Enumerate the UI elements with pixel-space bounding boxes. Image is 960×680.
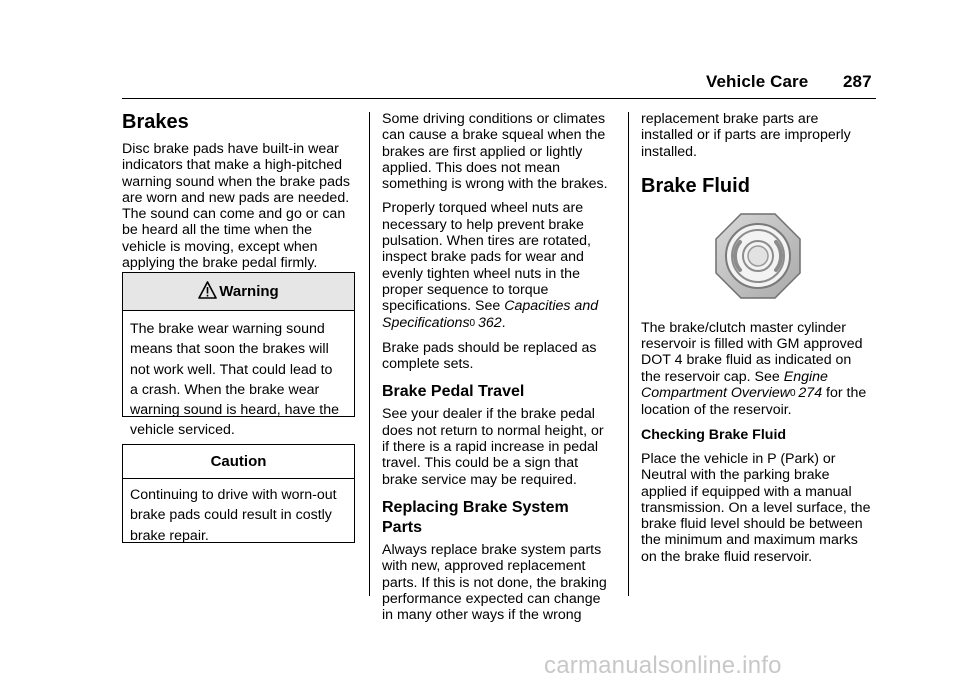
warning-line: warning sound is heard, have the: [130, 402, 340, 419]
wheel-nuts-end: .: [501, 314, 506, 331]
paragraph-wheel-nuts: [382, 200, 612, 331]
paragraph-replacing: Always replace brake system parts with new, approved replacement parts. If this is not done, the braking performance expected can change in many other ways if the wrong: [382, 541, 607, 624]
page-ref-icon: 0: [469, 317, 476, 329]
link-capacities-specifications[interactable]: Capacities and Specifications: [382, 298, 599, 331]
column-3: [641, 111, 873, 573]
page-ref-icon: 0: [790, 388, 796, 400]
paragraph-reservoir: [641, 320, 873, 419]
reservoir-text: The brake/clutch master cylinder reservoir is filled with GM approved DOT 4 brake fluid as indicated on the reservoir cap. See: [641, 319, 863, 385]
warning-line: not work well. That could lead to: [130, 361, 333, 378]
paragraph-sets: Brake pads should be replaced as complete sets.: [382, 339, 597, 373]
reservoir-end: for the location of the reservoir.: [641, 385, 867, 419]
heading-checking-brake-fluid: Checking Brake Fluid: [641, 426, 787, 443]
caution-header: [123, 445, 354, 479]
caution-line: brake pads could result in costly: [130, 507, 332, 524]
brakes-intro: Disc brake pads have built-in wear indicators that make a high-pitched warning sound when the brake pads are worn and new pads are needed. The sound can come and go or can be heard all the time when the vehicle is moving, except when applying the brake pedal firmly.: [122, 141, 350, 272]
watermark: carmanualsonline.info: [544, 652, 782, 679]
column-2: [382, 111, 612, 631]
heading-replacing-parts: Replacing Brake System Parts: [382, 498, 569, 536]
warning-line: The brake wear warning sound: [130, 321, 325, 337]
heading-brakes: Brakes: [122, 111, 189, 133]
caution-body: [123, 479, 354, 556]
caution-title: Caution: [210, 453, 267, 470]
wheel-nuts-text: Properly torqued wheel nuts are necessary to help prevent brake pulsation. When tires are rotated, inspect brake pads for wear and evenly tighten wheel nuts in the proper sequence to torque specifications. See: [382, 200, 591, 315]
warning-line: vehicle serviced.: [130, 422, 235, 439]
warning-triangle-icon: [198, 281, 217, 299]
page-ref-362[interactable]: 362: [477, 314, 502, 331]
column-1: [122, 110, 358, 279]
page-number: 287: [843, 72, 872, 91]
header-rule: [122, 98, 876, 99]
caution-line: Continuing to drive with worn-out: [130, 487, 337, 503]
section-title: Vehicle Care: [706, 72, 809, 91]
warning-line: a crash. When the brake wear: [130, 381, 320, 398]
warning-line: means that soon the brakes will: [130, 341, 329, 358]
warning-title: Warning: [219, 283, 279, 300]
column-divider-2: [628, 112, 629, 596]
warning-header: [123, 273, 354, 311]
warning-body: [123, 311, 354, 451]
paragraph-continuation: replacement brake parts are installed or if parts are improperly installed.: [641, 111, 851, 160]
page-ref-274[interactable]: 274: [798, 385, 823, 402]
link-engine-compartment-overview[interactable]: Engine Compartment Overview: [641, 368, 828, 402]
caution-line: brake repair.: [130, 527, 209, 544]
caution-box: [122, 444, 355, 543]
brake-fluid-figure: [641, 212, 873, 308]
paragraph-checking: Place the vehicle in P (Park) or Neutral with the parking brake applied if equipped with a manual transmission. On a level surface, the brake fluid level should be between the minimum and maximum marks on the brake fluid reservoir.: [641, 450, 871, 565]
warning-box: [122, 272, 355, 439]
heading-brake-pedal-travel: Brake Pedal Travel: [382, 383, 525, 401]
paragraph-pedal: See your dealer if the brake pedal does not return to normal height, or if there is a rapid increase in pedal travel. This could be a sign that brake service may be required.: [382, 406, 604, 488]
column-divider-1: [369, 112, 370, 596]
brake-fluid-cap-icon: [714, 212, 802, 300]
paragraph-squeal: Some driving conditions or climates can cause a brake squeal when the brakes are first applied or lightly applied. This does not mean something is wrong with the brakes.: [382, 111, 608, 193]
heading-brake-fluid: Brake Fluid: [641, 174, 750, 197]
